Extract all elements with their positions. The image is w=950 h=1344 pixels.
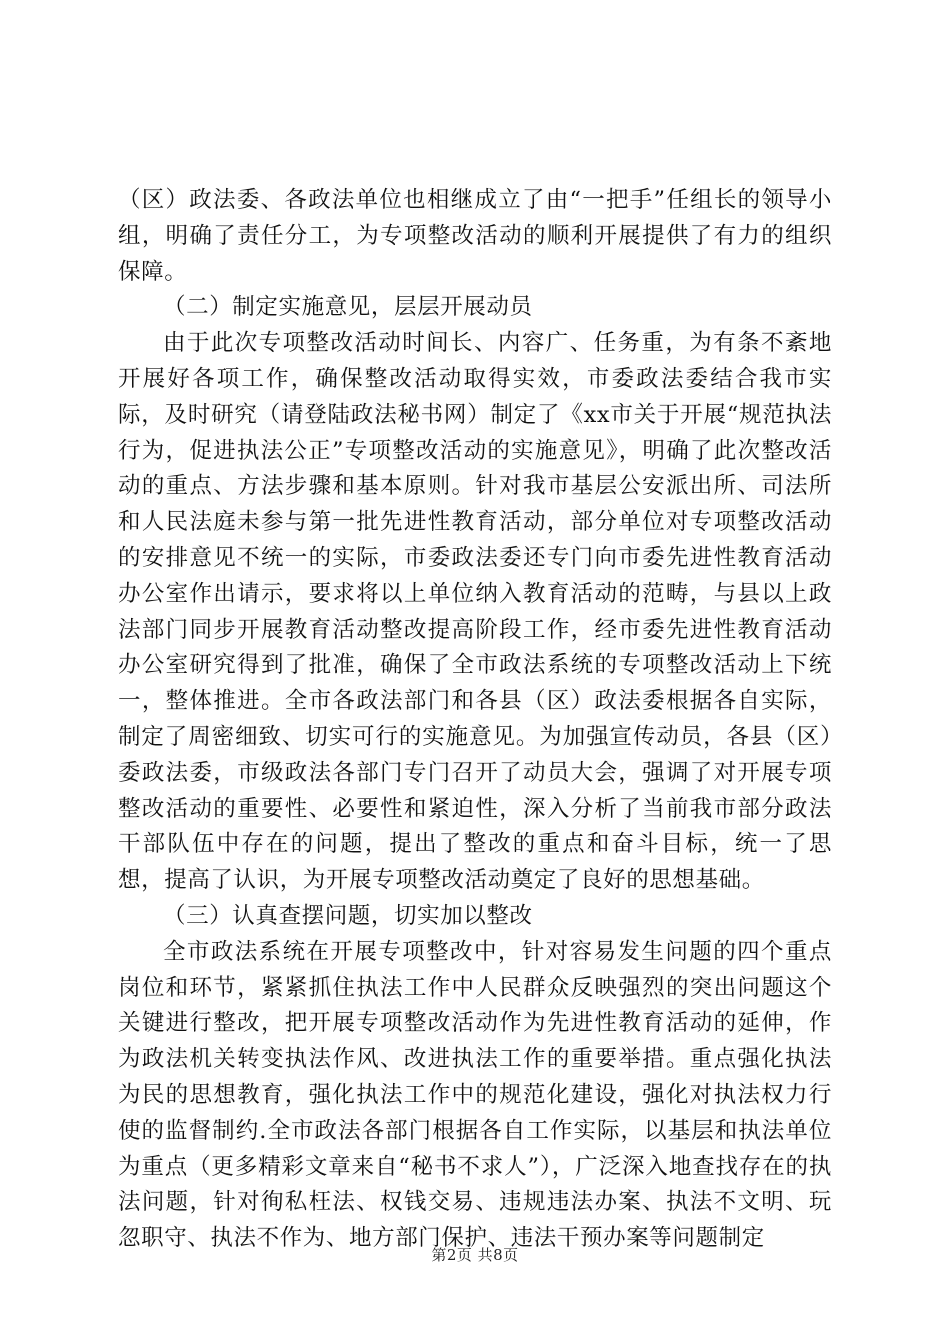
paragraph-rectification: 全市政法系统在开展专项整改中，针对容易发生问题的四个重点岗位和环节，紧紧抓住执法工作中人民群众反映强烈的突出问题这个关键进行整改，把开展专项整改活动作为先进性教育活动的延伸，作为政法机关转变执法作风、改进执法工作的重要举措。重点强化执法为民的思想教育，强化执法工作中的规范化建设，强化对执法权力行使的监督制约.全市政法各部门根据各自工作实际，以基层和执法单位为重点（更多精彩文章来自“秘书不求人”），广泛深入地查找存在的执法问题，针对徇私枉法、权钱交易、违规违法办案、执法不文明、玩忽职守、执法不作为、地方部门保护、违法干预办案等问题制定 [118, 938, 832, 1252]
paragraph-continuation: （区）政法委、各政法单位也相继成立了由“一把手”任组长的领导小组，明确了责任分工，为专项整改活动的顺利开展提供了有力的组织保障。 [118, 187, 832, 285]
paragraph-implementation: 由于此次专项整改活动时间长、内容广、任务重，为有条不紊地开展好各项工作，确保整改活动取得实效，市委政法委结合我市实际，及时研究（请登陆政法秘书网）制定了《xx市关于开展“规范执法行为，促进执法公正”专项整改活动的实施意见》，明确了此次整改活动的重点、方法步骤和基本原则。针对我市基层公安派出所、司法所和人民法庭未参与第一批先进性教育活动，部分单位对专项整改活动的安排意见不统一的实际，市委政法委还专门向市委先进性教育活动办公室作出请示，要求将以上单位纳入教育活动的范畴，与县以上政法部门同步开展教育活动整改提高阶段工作，经市委先进性教育活动办公室研究得到了批准，确保了全市政法系统的专项整改活动上下统一，整体推进。全市各政法部门和各县（区）政法委根据各自实际，制定了周密细致、切实可行的实施意见。为加强宣传动员，各县（区）委政法委，市级政法各部门专门召开了动员大会，强调了对开展专项整改活动的重要性、必要性和紧迫性，深入分析了当前我市部分政法干部队伍中存在的问题，提出了整改的重点和奋斗目标，统一了思想，提高了认识，为开展专项整改活动奠定了良好的思想基础。 [118, 330, 832, 894]
section-heading-2: （二）制定实施意见，层层开展动员 [163, 294, 533, 321]
page-number-footer: 第2页 共8页 [431, 1246, 519, 1264]
section-heading-3: （三）认真查摆问题，切实加以整改 [163, 902, 533, 929]
document-body [118, 183, 832, 1257]
